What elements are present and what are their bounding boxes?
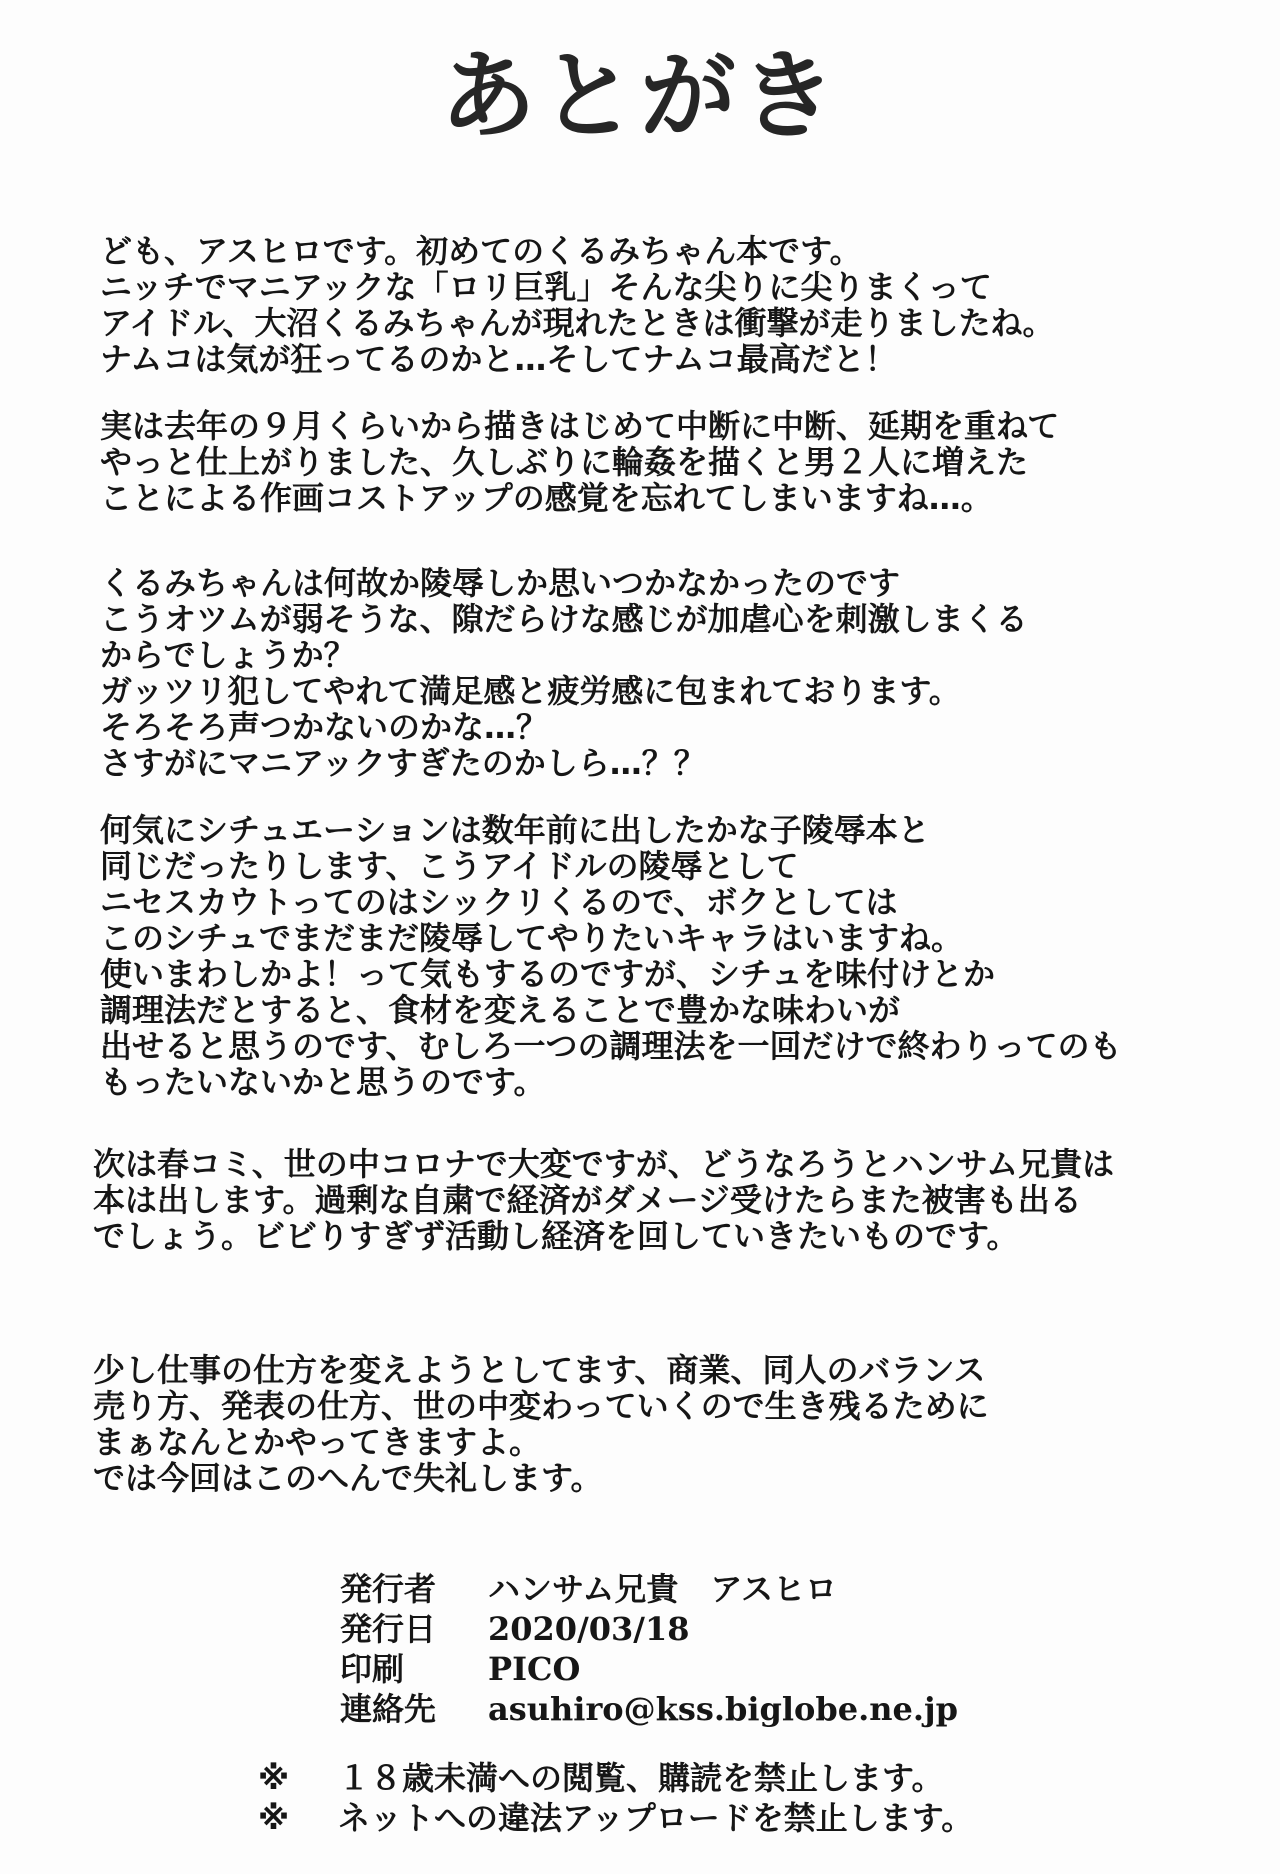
paragraph-line: アイドル、大沼くるみちゃんが現れたときは衝撃が走りましたね。 — [100, 304, 1055, 342]
colophon — [340, 1569, 958, 1729]
reference-mark-icon: ※ — [258, 1759, 290, 1797]
paragraph-character — [100, 565, 1028, 781]
notices — [258, 1758, 973, 1838]
paragraph-line: 同じだったりします、こうアイドルの陵辱として — [100, 847, 799, 885]
paragraph-line: 売り方、発表の仕方、世の中変わっていくので生き残るために — [93, 1387, 989, 1425]
paragraph-line: ニセスカウトってのはシックリくるので、ボクとしては — [100, 883, 898, 921]
paragraph-line: さすがにマニアックすぎたのかしら…？？ — [100, 744, 706, 782]
paragraph-line: からでしょうか？ — [100, 636, 356, 674]
colophon-row-printer — [340, 1649, 958, 1689]
reference-mark-icon: ※ — [258, 1799, 290, 1837]
paragraph-production — [100, 408, 1059, 516]
notice-no-upload — [258, 1798, 973, 1838]
paragraph-line: こうオツムが弱そうな、隙だらけな感じが加虐心を刺激しまくる — [100, 600, 1028, 638]
page-title: あとがき — [440, 39, 840, 152]
colophon-row-publisher — [340, 1569, 958, 1609]
notice-age-restriction — [258, 1758, 973, 1798]
paragraph-line: 調理法だとすると、食材を変えることで豊かな味わいが — [100, 991, 901, 1029]
paragraph-closing — [93, 1352, 989, 1496]
paragraph-line: ナムコは気が狂ってるのかと…そしてナムコ最高だと！ — [100, 340, 897, 378]
colophon-label: 印刷 — [340, 1650, 405, 1688]
paragraph-line: ニッチでマニアックな「ロリ巨乳」そんな尖りに尖りまくって — [100, 268, 992, 306]
colophon-value: ハンサム兄貴 アスヒロ — [488, 1570, 838, 1608]
colophon-label: 連絡先 — [340, 1690, 437, 1728]
paragraph-line: 実は去年の９月くらいから描きはじめて中断に中断、延期を重ねて — [100, 407, 1060, 445]
paragraph-line: もったいないかと思うのです。 — [100, 1063, 546, 1101]
colophon-label: 発行者 — [340, 1570, 437, 1608]
colophon-label: 発行日 — [340, 1610, 437, 1648]
paragraph-line: ことによる作画コストアップの感覚を忘れてしまいますね…。 — [100, 479, 993, 517]
paragraph-line: くるみちゃんは何故か陵辱しか思いつかなかったのです — [100, 564, 901, 602]
notice-text: ネットへの違法アップロードを禁止します。 — [338, 1799, 974, 1837]
paragraph-line: 出せると思うのです、むしろ一つの調理法を一回だけで終わりってのも — [100, 1027, 1122, 1065]
paragraph-next-event — [93, 1146, 1114, 1254]
paragraph-line: 少し仕事の仕方を変えようとしてます、商業、同人のバランス — [93, 1351, 986, 1389]
paragraph-line: ガッツリ犯してやれて満足感と疲労感に包まれております。 — [100, 672, 961, 710]
colophon-value: 2020/03/18 — [488, 1610, 690, 1648]
colophon-row-date — [340, 1609, 958, 1649]
paragraph-line: そろそろ声つかないのかな…？ — [100, 708, 549, 746]
paragraph-line: 使いまわしかよ！って気もするのですが、シチュを味付けとか — [100, 955, 996, 993]
contact-email: asuhiro@kss.biglobe.ne.jp — [488, 1690, 958, 1728]
paragraph-line: では今回はこのへんで失礼します。 — [93, 1459, 603, 1497]
paragraph-line: ども、アスヒロです。初めてのくるみちゃん本です。 — [100, 232, 862, 270]
paragraph-line: 次は春コミ、世の中コロナで大変ですが、どうなろうとハンサム兄貴は — [93, 1145, 1115, 1183]
colophon-value: PICO — [488, 1650, 581, 1688]
notice-text: １８歳未満への閲覧、購読を禁止します。 — [338, 1759, 944, 1797]
paragraph-line: やっと仕上がりました、久しぶりに輪姦を描くと男２人に増えた — [100, 443, 1029, 481]
paragraph-line: 何気にシチュエーションは数年前に出したかな子陵辱本と — [100, 811, 930, 849]
paragraph-line: このシチュでまだまだ陵辱してやりたいキャラはいますね。 — [100, 919, 964, 957]
colophon-row-contact — [340, 1689, 958, 1729]
paragraph-line: 本は出します。過剰な自粛で経済がダメージ受けたらまた被害も出る — [93, 1181, 1082, 1219]
paragraph-line: でしょう。ビビりすぎず活動し経済を回していきたいものです。 — [93, 1217, 1019, 1255]
paragraph-line: まぁなんとかやってきますよ。 — [93, 1423, 542, 1461]
paragraph-situation — [100, 812, 1121, 1100]
paragraph-greeting — [100, 233, 1055, 377]
